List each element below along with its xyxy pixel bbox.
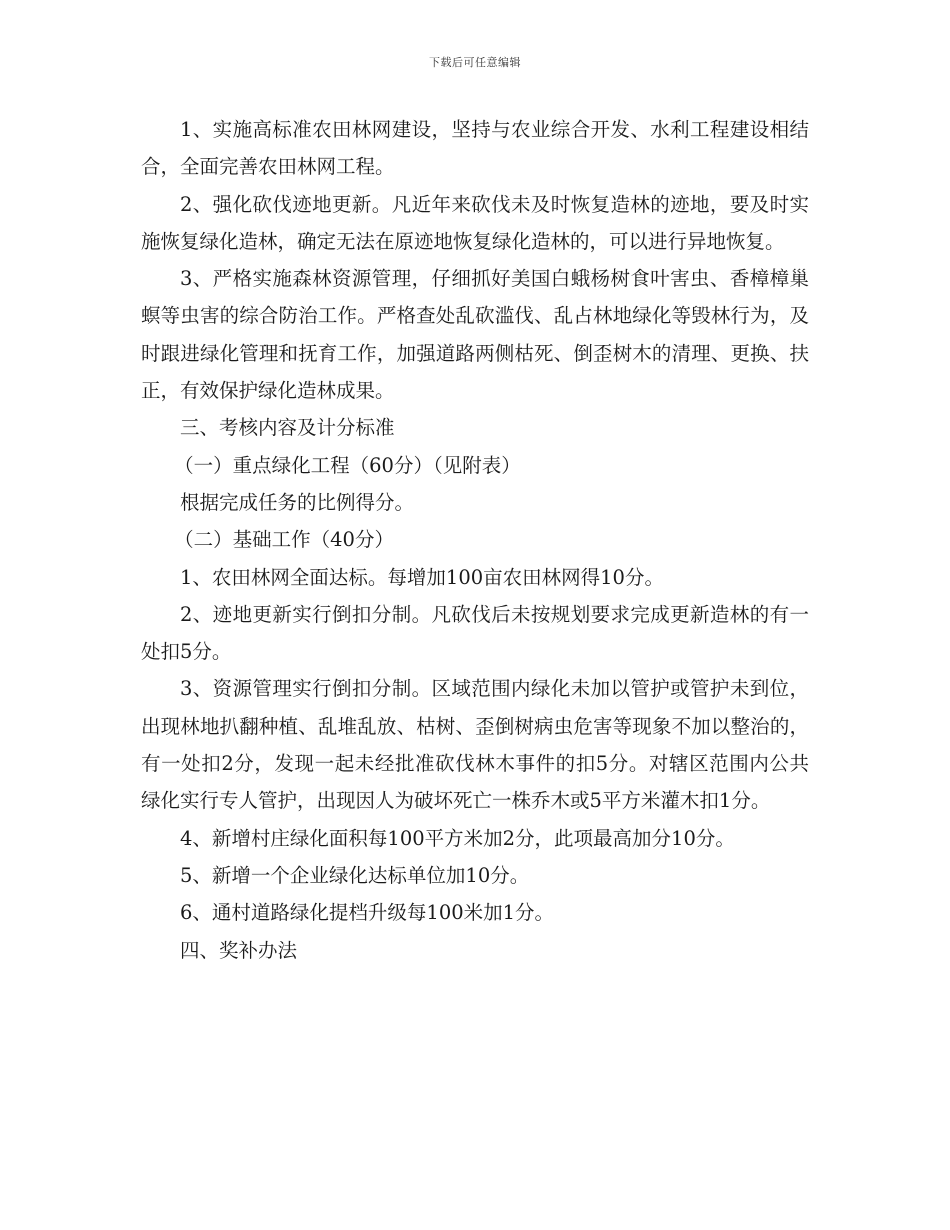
paragraph-forest-management: 3、严格实施森林资源管理，仔细抓好美国白蛾杨树食叶害虫、香樟樟巢螟等虫害的综合防治工作。严格查处乱砍滥伐、乱占林地绿化等毁林行为，及时跟进绿化管理和抚育工作，加强道路两侧枯死、倒歪树木的清理、更换、扶正，有效保护绿化造林成果。 (141, 267, 809, 403)
subheading-key-greening: （一）重点绿化工程（60分）（见附表） (174, 453, 521, 477)
document-body (141, 111, 809, 969)
subheading-basic-work: （二）基础工作（40分） (174, 528, 394, 552)
paragraph-cutover-renewal: 2、强化砍伐迹地更新。凡近年来砍伐未及时恢复造林的迹地，要及时实施恢复绿化造林，确定无法在原迹地恢复绿化造林的，可以进行异地恢复。 (141, 192, 809, 253)
paragraph-farmland-network: 1、实施高标准农田林网建设，坚持与农业综合开发、水利工程建设相结合，全面完善农田林网工程。 (141, 118, 809, 179)
page-header-note: 下载后可任意编辑 (429, 56, 521, 69)
section-heading-rewards: 四、奖补办法 (180, 938, 298, 962)
paragraph-item-3: 3、资源管理实行倒扣分制。区域范围内绿化未加以管护或管护未到位，出现林地扒翻种植、乱堆乱放、枯树、歪倒树病虫危害等现象不加以整治的，有一处扣2分，发现一起未经批准砍伐林木事件的扣5分。对辖区范围内公共绿化实行专人管护，出现因人为破坏死亡一株乔木或5平方米灌木扣1分。 (141, 677, 809, 813)
paragraph-item-6: 6、通村道路绿化提档升级每100米加1分。 (180, 901, 555, 925)
section-heading-assessment: 三、考核内容及计分标准 (180, 416, 395, 440)
paragraph-item-1: 1、农田林网全面达标。每增加100亩农田林网得10分。 (180, 565, 664, 589)
paragraph-item-5: 5、新增一个企业绿化达标单位加10分。 (180, 863, 530, 887)
paragraph-item-4: 4、新增村庄绿化面积每100平方米加2分，此项最高加分10分。 (180, 826, 735, 850)
paragraph-score-by-ratio: 根据完成任务的比例得分。 (180, 490, 415, 514)
paragraph-item-2: 2、迹地更新实行倒扣分制。凡砍伐后未按规划要求完成更新造林的有一处扣5分。 (141, 602, 809, 664)
